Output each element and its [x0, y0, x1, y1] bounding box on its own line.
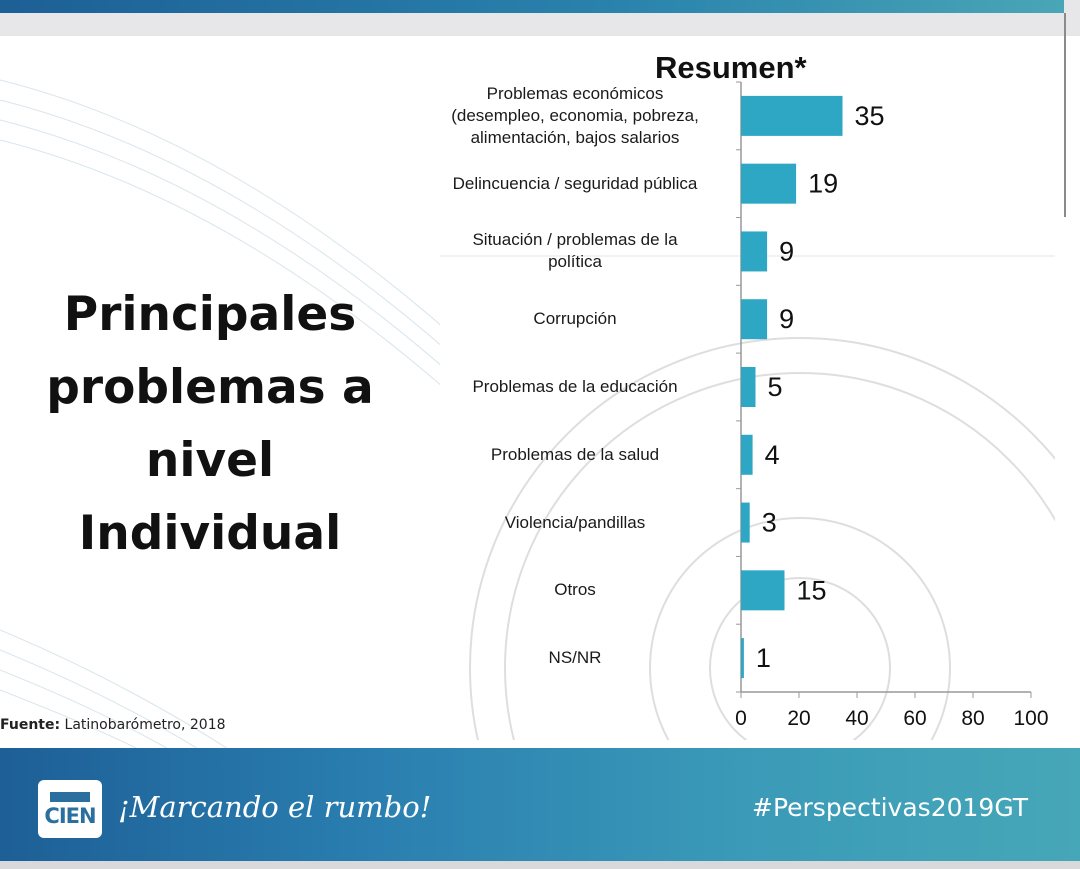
category-label: Violencia/pandillas [504, 512, 646, 532]
x-tick-label: 100 [1013, 707, 1049, 730]
bar [741, 435, 753, 475]
logo-text: CIEN [44, 804, 96, 828]
bar-value-label: 9 [779, 304, 795, 335]
bar-value-label: 4 [764, 439, 780, 470]
footer-banner [0, 748, 1080, 861]
bar [741, 570, 785, 610]
bar-value-label: 3 [761, 507, 777, 538]
chart [440, 48, 1055, 740]
x-tick-label: 80 [961, 707, 985, 730]
source-label: Fuente: [0, 717, 61, 733]
top-stripe [0, 0, 1064, 13]
source-note [0, 717, 226, 733]
category-label: Problemas de la salud [490, 444, 660, 464]
category-label: Problemas de la educación [472, 377, 678, 396]
category-label: Otros [554, 580, 596, 600]
category-label: NS/NR [548, 648, 602, 668]
scroll-edge [1064, 13, 1066, 217]
x-tick-label: 0 [735, 707, 747, 730]
bar [741, 503, 750, 543]
category-label: Situación / problemas de la política [472, 230, 678, 272]
category-label: Corrupción [533, 309, 617, 329]
hashtag: #Perspectivas2019GT [752, 793, 1029, 822]
bar [741, 299, 767, 339]
x-tick-label: 60 [903, 707, 927, 730]
bar-value-label: 9 [779, 236, 795, 267]
bar [741, 367, 756, 407]
bar-value-label: 15 [796, 575, 827, 606]
slogan: ¡Marcando el rumbo! [118, 790, 432, 824]
category-label: Delincuencia / seguridad pública [452, 173, 698, 193]
bar [741, 638, 744, 678]
top-bar [0, 0, 1080, 36]
bar-value-label: 35 [854, 100, 885, 131]
bar-plot [440, 48, 1055, 740]
x-tick-label: 40 [845, 707, 869, 730]
source-text: Latinobarómetro, 2018 [64, 717, 226, 733]
bottom-strip [0, 861, 1080, 869]
bar-value-label: 19 [808, 168, 839, 199]
slide-title: Principales problemas a nivel Individual [46, 287, 374, 561]
x-tick-label: 20 [787, 707, 811, 730]
bar-value-label: 1 [755, 643, 771, 674]
chart-title: Resumen* [655, 50, 807, 85]
bar [741, 231, 767, 271]
bar [741, 96, 843, 136]
logo-mark [50, 792, 90, 802]
cien-logo [38, 780, 102, 838]
category-label: Problemas económicos (desempleo, economia, pobreza, alimentación, bajos salarios [451, 83, 699, 147]
bar-value-label: 5 [767, 372, 783, 402]
bar [741, 164, 796, 204]
